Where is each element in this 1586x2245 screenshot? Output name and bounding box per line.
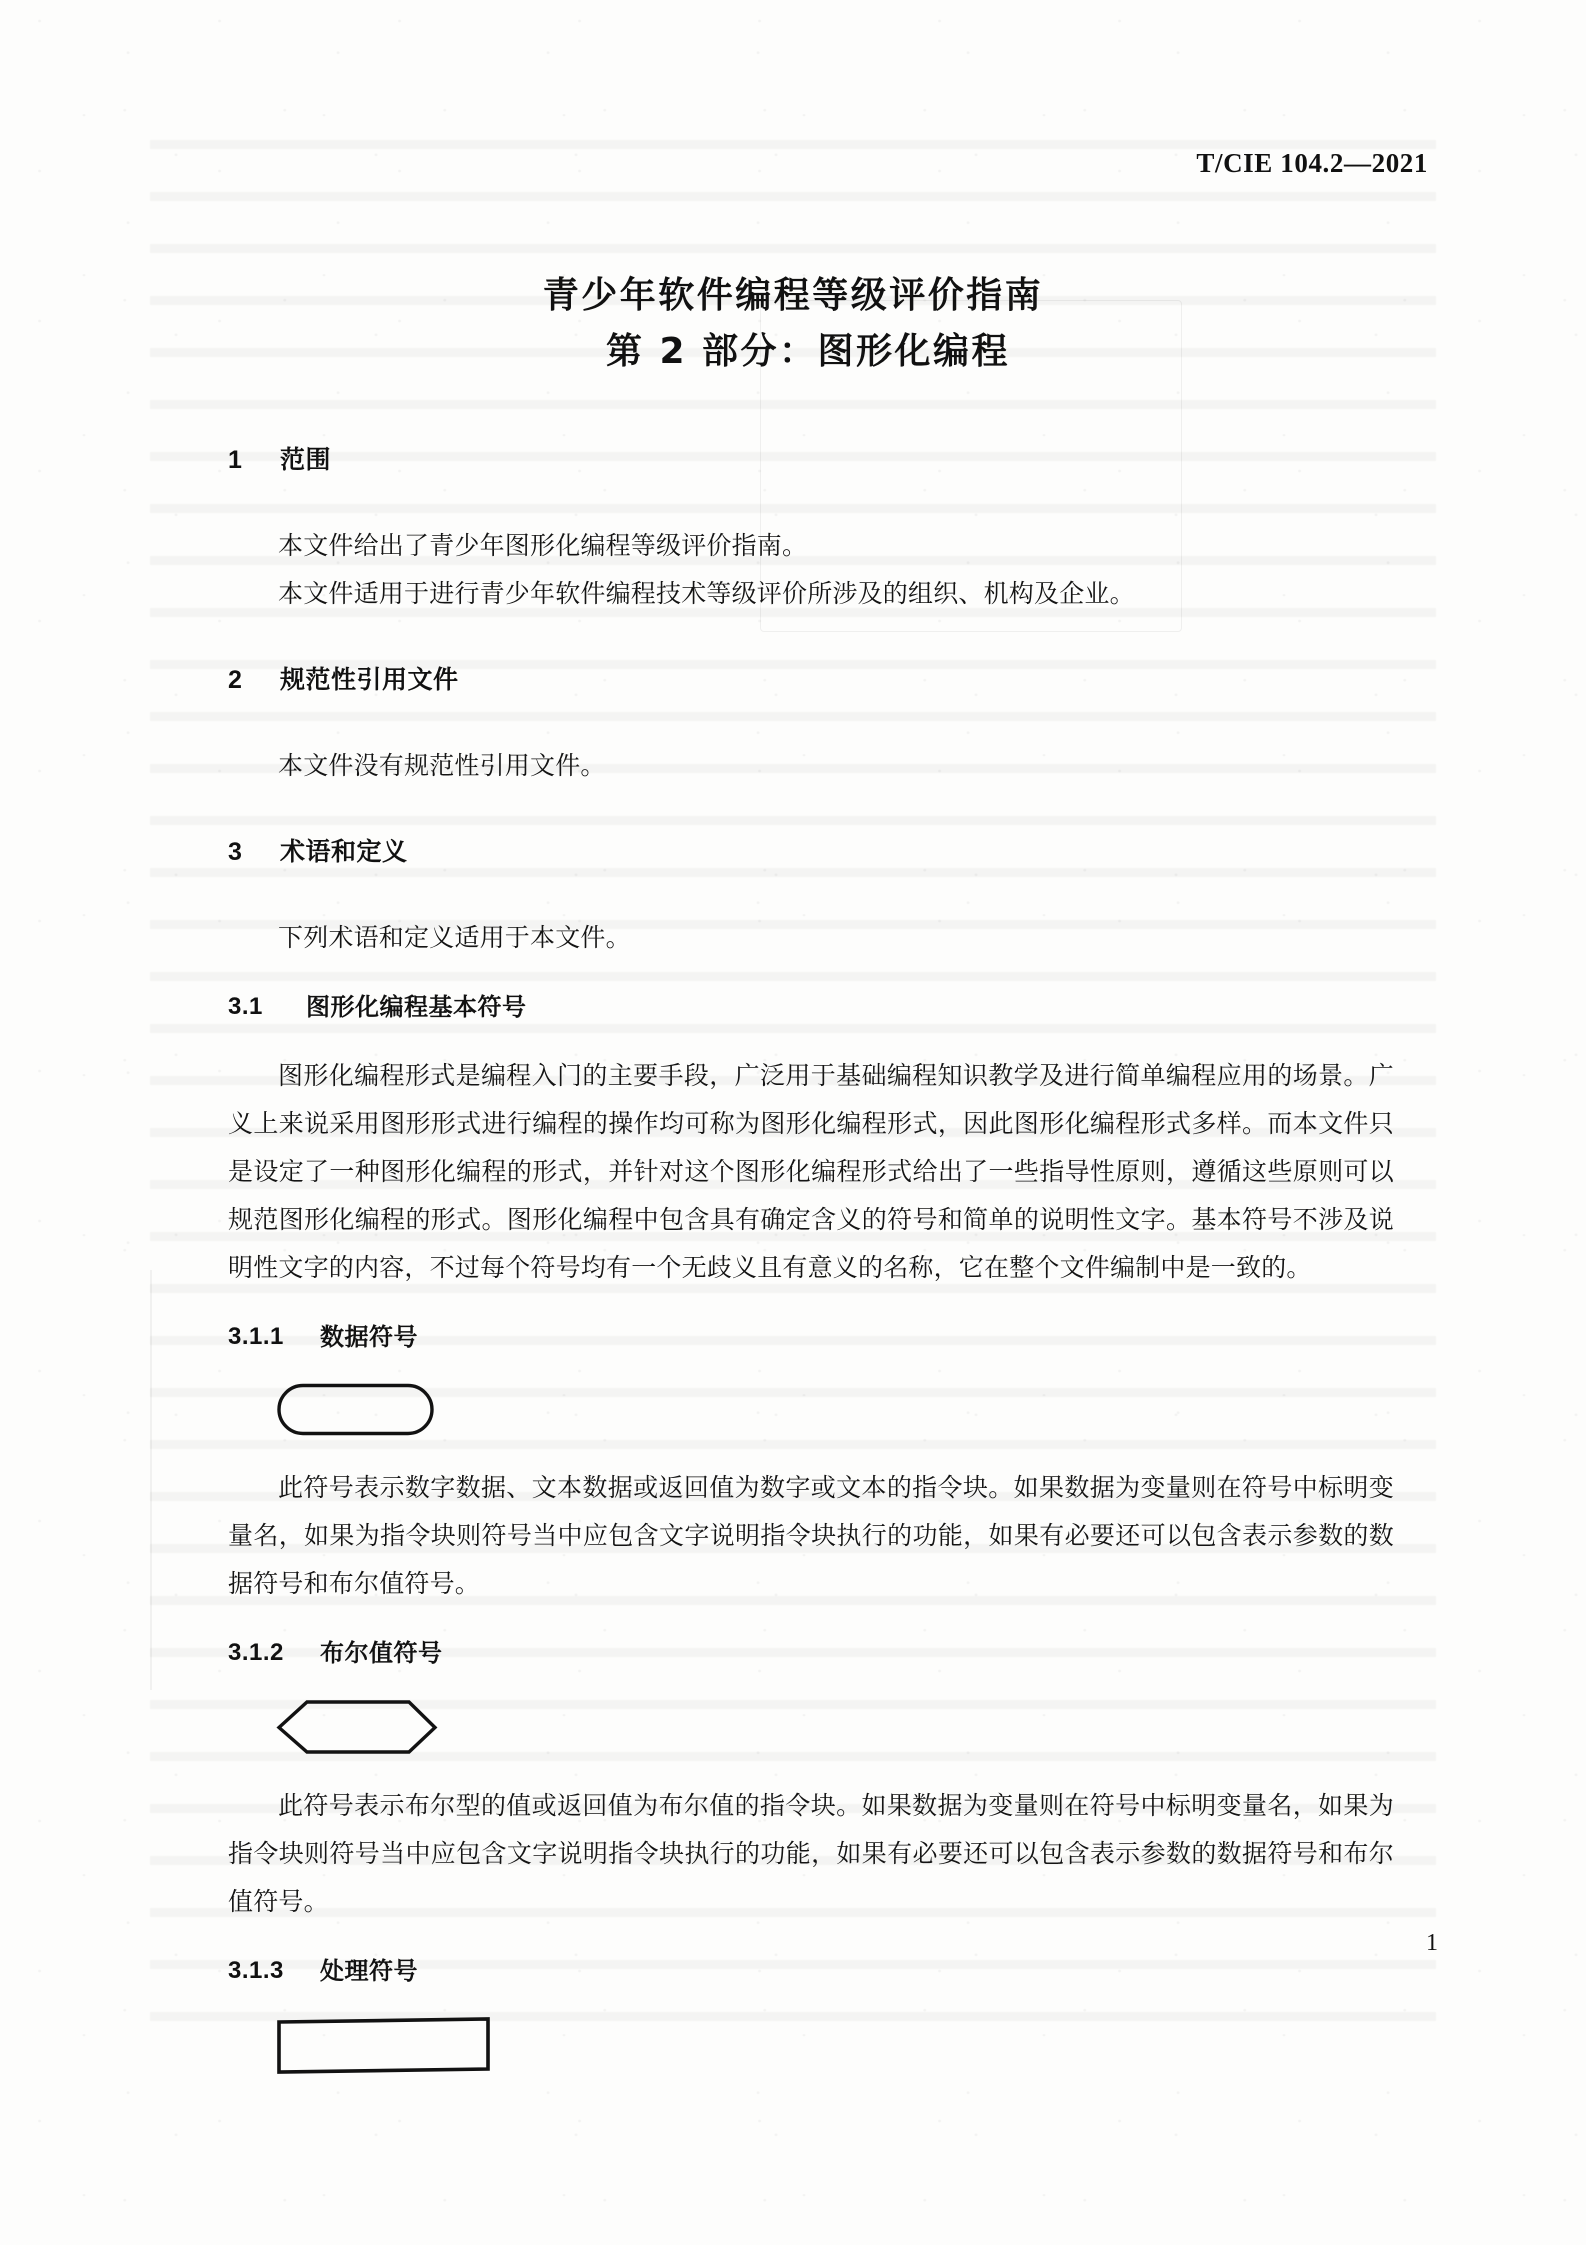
section-heading-1 — [228, 440, 1394, 480]
figure-boolean-symbol — [228, 1698, 1394, 1756]
document-body — [228, 440, 1394, 2076]
section-1-paragraph-1: 本文件给出了青少年图形化编程等级评价指南。 — [278, 531, 808, 560]
section-2-paragraph-1: 本文件没有规范性引用文件。 — [278, 751, 606, 780]
rounded-stadium-shape-icon — [276, 1382, 436, 1438]
section-number-1: 1 — [228, 446, 243, 474]
symbol-3-1-2-description: 此符号表示布尔型的值或返回值为布尔值的指令块。如果数据为变量则在符号中标明变量名，如果为指令块则符号当中应包含文字说明指令块执行的功能，如果有必要还可以包含表示参数的数据符号和布尔值符号。 — [228, 1791, 1394, 1916]
subsection-number-3-1: 3.1 — [228, 993, 263, 1020]
subsection-heading-3-1-3 — [228, 1952, 1394, 1990]
section-1-paragraph-2: 本文件适用于进行青少年软件编程技术等级评价所涉及的组织、机构及企业。 — [278, 579, 1135, 608]
subsection-3-1-paragraph: 图形化编程形式是编程入门的主要手段，广泛用于基础编程知识教学及进行简单编程应用的场景。广义上来说采用图形形式进行编程的操作均可称为图形化编程形式，因此图形化编程形式多样。而本文件只是设定了一种图形化编程的形式，并针对这个图形化编程形式给出了一些指导性原则，遵循这些原则可以规范图形化编程的形式。图形化编程中包含具有确定含义的符号和简单的说明性文字。基本符号不涉及说明性文字的内容，不过每个符号均有一个无歧义且有意义的名称，它在整个文件编制中是一致的。 — [228, 1061, 1394, 1282]
figure-data-symbol — [228, 1382, 1394, 1438]
standard-number-header: T/CIE 104.2—2021 — [1196, 148, 1428, 178]
subsection-heading-3-1 — [228, 988, 1394, 1026]
subsection-title-3-1-1: 数据符号 — [320, 1323, 418, 1351]
section-number-3: 3 — [228, 838, 243, 866]
hexagon-shape-icon — [276, 1698, 438, 1756]
subsection-title-3-1-3: 处理符号 — [320, 1957, 418, 1985]
subsection-number-3-1-2: 3.1.2 — [228, 1639, 284, 1666]
section-title-2: 规范性引用文件 — [280, 665, 459, 694]
subsection-title-3-1-2: 布尔值符号 — [320, 1639, 443, 1667]
rectangle-shape-icon — [276, 2016, 492, 2076]
section-title-1: 范围 — [280, 445, 332, 474]
section-heading-2 — [228, 660, 1394, 700]
subsection-heading-3-1-2 — [228, 1634, 1394, 1672]
section-number-2: 2 — [228, 666, 243, 694]
section-3-paragraph-1: 下列术语和定义适用于本文件。 — [278, 923, 631, 952]
figure-process-symbol — [228, 2016, 1394, 2076]
section-title-3: 术语和定义 — [280, 837, 408, 866]
document-title-block — [0, 268, 1586, 380]
subsection-number-3-1-3: 3.1.3 — [228, 1957, 284, 1984]
symbol-3-1-1-description: 此符号表示数字数据、文本数据或返回值为数字或文本的指令块。如果数据为变量则在符号中标明变量名，如果为指令块则符号当中应包含文字说明指令块执行的功能，如果有必要还可以包含表示参数的数据符号和布尔值符号。 — [228, 1473, 1394, 1598]
page-number: 1 — [1426, 1930, 1438, 1956]
subsection-heading-3-1-1 — [228, 1318, 1394, 1356]
section-heading-3 — [228, 832, 1394, 872]
subsection-number-3-1-1: 3.1.1 — [228, 1323, 284, 1350]
subsection-title-3-1: 图形化编程基本符号 — [306, 993, 527, 1021]
page-title-line-2: 第 2 部分：图形化编程 — [605, 331, 1011, 372]
page-title-line-1: 青少年软件编程等级评价指南 — [542, 275, 1044, 316]
